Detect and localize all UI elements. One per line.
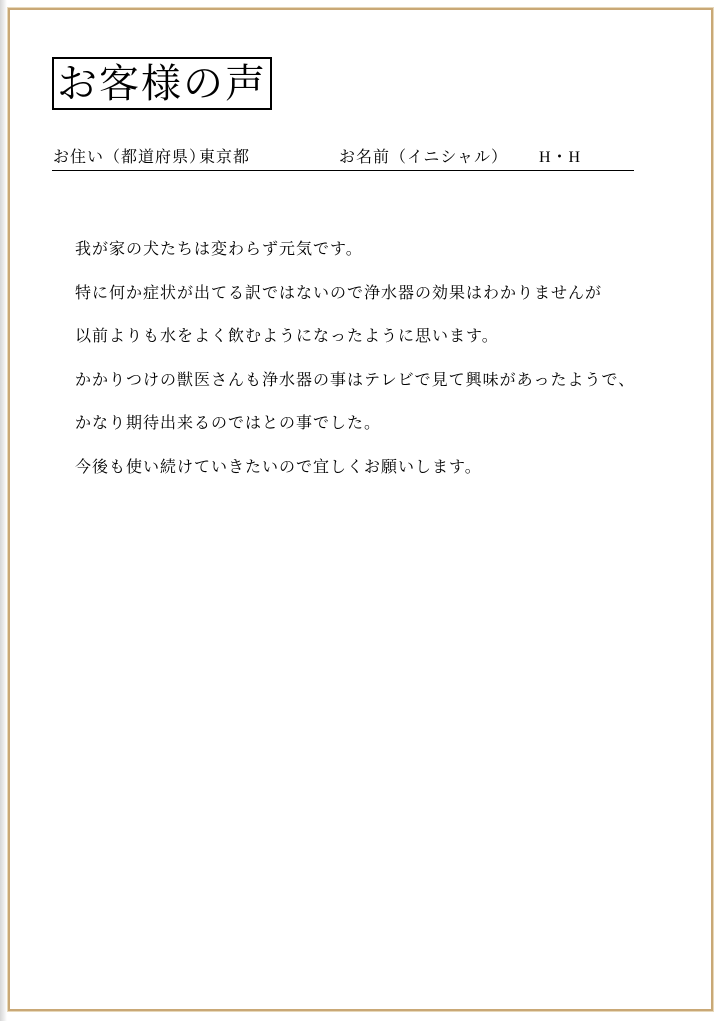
customer-info-line (52, 142, 634, 171)
body-line: かかりつけの獣医さんも浄水器の事はテレビで見て興味があったようで、 (75, 371, 636, 389)
name-label: お名前（イニシャル） (339, 149, 509, 166)
testimonial-body (75, 228, 691, 489)
residence-label: お住い（都道府県） (53, 149, 207, 166)
residence-value: 東京都 (199, 149, 251, 166)
body-line: 特に何か症状が出てる訳ではないので浄水器の効果はわかりませんが (75, 284, 603, 302)
document-title: お客様の声 (57, 60, 267, 106)
title-box (52, 57, 272, 110)
body-line: かなり期待出来るのではとの事でした。 (75, 415, 382, 432)
body-line: 以前よりも水をよく飲むようになったように思います。 (75, 328, 499, 345)
body-line: 我が家の犬たちは変わらず元気です。 (75, 241, 363, 258)
window-edge-shadow (0, 0, 7, 1021)
body-line: 今後も使い続けていきたいので宜しくお願いします。 (75, 458, 482, 476)
document-page (8, 8, 713, 1011)
name-value: H・H (539, 149, 582, 166)
